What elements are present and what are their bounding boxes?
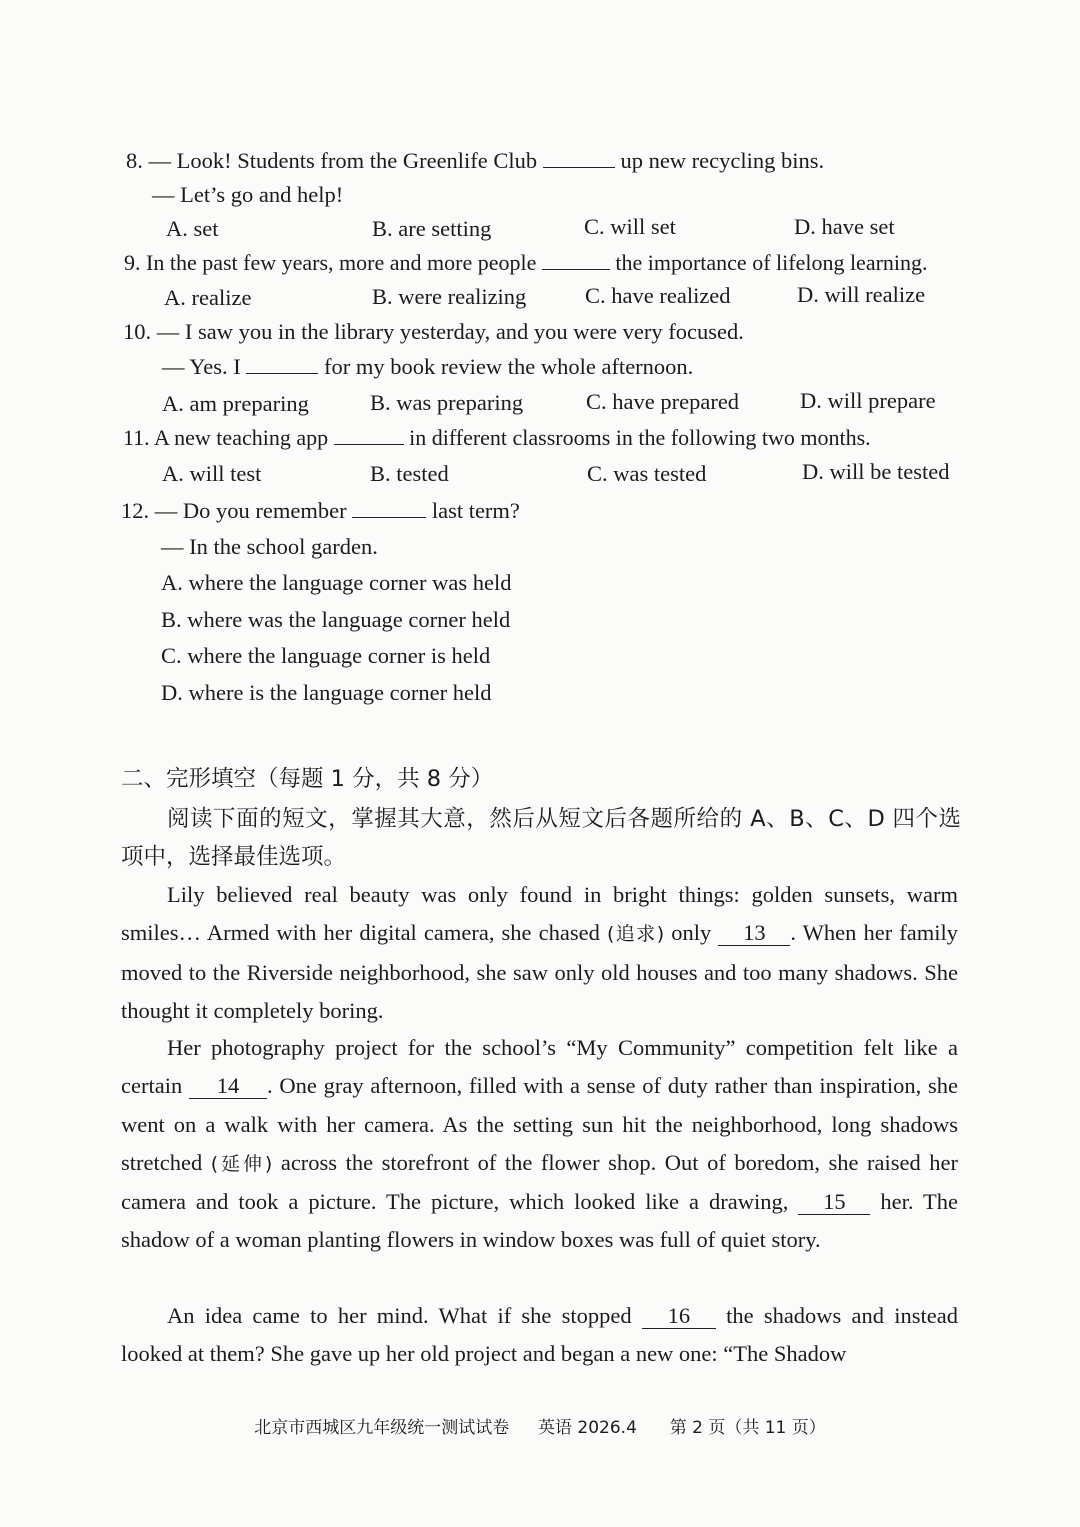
question-text: the importance of lifelong learning.	[615, 250, 928, 275]
passage-text: her. The shadow of a woman planting flowers in window boxes was full of quiet story.	[121, 1189, 959, 1253]
section-instruction: 阅读下面的短文，掌握其大意，然后从短文后各题所给的 A、B、C、D 四个选项中，选择最佳选项。	[121, 806, 961, 870]
option-a[interactable]: A. will test	[162, 461, 262, 486]
passage-paragraph-2	[121, 1029, 958, 1260]
exam-name: 北京市西城区九年级统一测试试卷	[254, 1418, 510, 1438]
cloze-blank-14[interactable]: 14	[189, 1074, 267, 1099]
question-text: — Do you remember	[154, 498, 347, 523]
question-text: for my book review the whole afternoon.	[324, 354, 694, 379]
question-text: up new recycling bins.	[620, 148, 825, 173]
option-b[interactable]: B. tested	[370, 461, 449, 486]
question-text: in different classrooms in the following two months.	[409, 425, 871, 450]
question-11	[123, 423, 871, 453]
option-d[interactable]: D. have set	[794, 214, 895, 239]
cloze-blank-13[interactable]: 13	[718, 921, 790, 946]
page-footer	[0, 1415, 1080, 1441]
option-d[interactable]: D. where is the language corner held	[161, 680, 492, 705]
option-a[interactable]: A. am preparing	[162, 391, 309, 416]
question-10-reply	[162, 352, 693, 382]
answer-blank[interactable]	[334, 444, 404, 445]
option-d[interactable]: D. will be tested	[802, 459, 950, 484]
question-text: In the past few years, more and more people	[146, 250, 537, 275]
passage-text: Her photography project for the school’s “My Community” competition felt like a certain	[121, 1035, 958, 1099]
passage-text: . When her family moved to the Riverside neighborhood, she saw only old houses and too many shadows. She thought it completely boring.	[121, 920, 959, 1023]
option-c[interactable]: C. have prepared	[586, 389, 740, 414]
option-c[interactable]: C. have realized	[585, 283, 731, 308]
passage-text: . One gray afternoon, filled with a sense of duty rather than inspiration, she went on a walk with her camera. As the setting sun hit the neighborhood, long shadows stretched	[121, 1073, 958, 1175]
question-9	[124, 248, 928, 278]
question-12-reply: — In the school garden.	[161, 534, 378, 559]
option-c[interactable]: C. will set	[584, 214, 676, 239]
answer-blank[interactable]	[246, 373, 318, 374]
answer-blank[interactable]	[352, 517, 426, 518]
passage-paragraph-3	[121, 1297, 958, 1374]
question-12	[121, 496, 520, 526]
page-number: 第 2 页（共 11 页）	[669, 1418, 826, 1438]
option-b[interactable]: B. were realizing	[372, 284, 527, 309]
question-text: — I saw you in the library yesterday, and you were very focused.	[156, 319, 744, 344]
answer-blank[interactable]	[542, 269, 610, 270]
section-title: 二、完形填空（每题 1 分，共 8 分）	[121, 766, 494, 792]
question-number: 8.	[126, 148, 143, 173]
option-d[interactable]: D. will prepare	[800, 388, 936, 413]
option-a[interactable]: A. set	[166, 216, 219, 241]
question-text: last term?	[431, 498, 520, 523]
cloze-blank-15[interactable]: 15	[798, 1190, 870, 1215]
passage-text: the shadows and instead looked at them? She gave up her old project and began a new one: “The Shadow	[121, 1303, 958, 1367]
option-a[interactable]: A. realize	[164, 285, 252, 310]
passage-text: across the storefront of the flower shop. Out of boredom, she raised her camera and took a picture. The picture, which looked like a drawing,	[121, 1149, 958, 1215]
chinese-gloss: (延伸)	[210, 1152, 273, 1175]
option-d[interactable]: D. will realize	[797, 282, 926, 307]
option-a[interactable]: A. where the language corner was held	[161, 570, 512, 595]
question-8	[126, 146, 824, 176]
question-text: A new teaching app	[153, 425, 329, 450]
question-text: — Look! Students from the Greenlife Club	[148, 148, 538, 173]
question-text: — Yes. I	[162, 354, 241, 379]
passage-paragraph-1	[121, 876, 958, 1030]
question-number: 11.	[123, 425, 150, 450]
option-b[interactable]: B. are setting	[372, 216, 492, 241]
question-number: 12.	[121, 498, 150, 523]
option-c[interactable]: C. was tested	[587, 461, 707, 486]
option-c[interactable]: C. where the language corner is held	[161, 643, 491, 668]
option-b[interactable]: B. was preparing	[370, 390, 524, 415]
exam-subject: 英语 2026.4	[538, 1418, 637, 1438]
passage-text: An idea came to her mind. What if she stopped	[167, 1303, 642, 1328]
passage-text: Lily believed real beauty was only found in bright things: golden sunsets, warm smiles… Armed with her digital camera, she chased	[121, 882, 958, 946]
answer-blank[interactable]	[543, 167, 615, 168]
cloze-blank-16[interactable]: 16	[642, 1304, 716, 1329]
chinese-gloss: (追求)	[606, 923, 665, 946]
question-number: 10.	[123, 319, 152, 344]
question-8-reply: — Let’s go and help!	[152, 182, 344, 207]
passage-text: only	[664, 920, 719, 946]
question-number: 9.	[124, 250, 141, 275]
question-10	[123, 317, 744, 347]
option-b[interactable]: B. where was the language corner held	[161, 607, 511, 632]
